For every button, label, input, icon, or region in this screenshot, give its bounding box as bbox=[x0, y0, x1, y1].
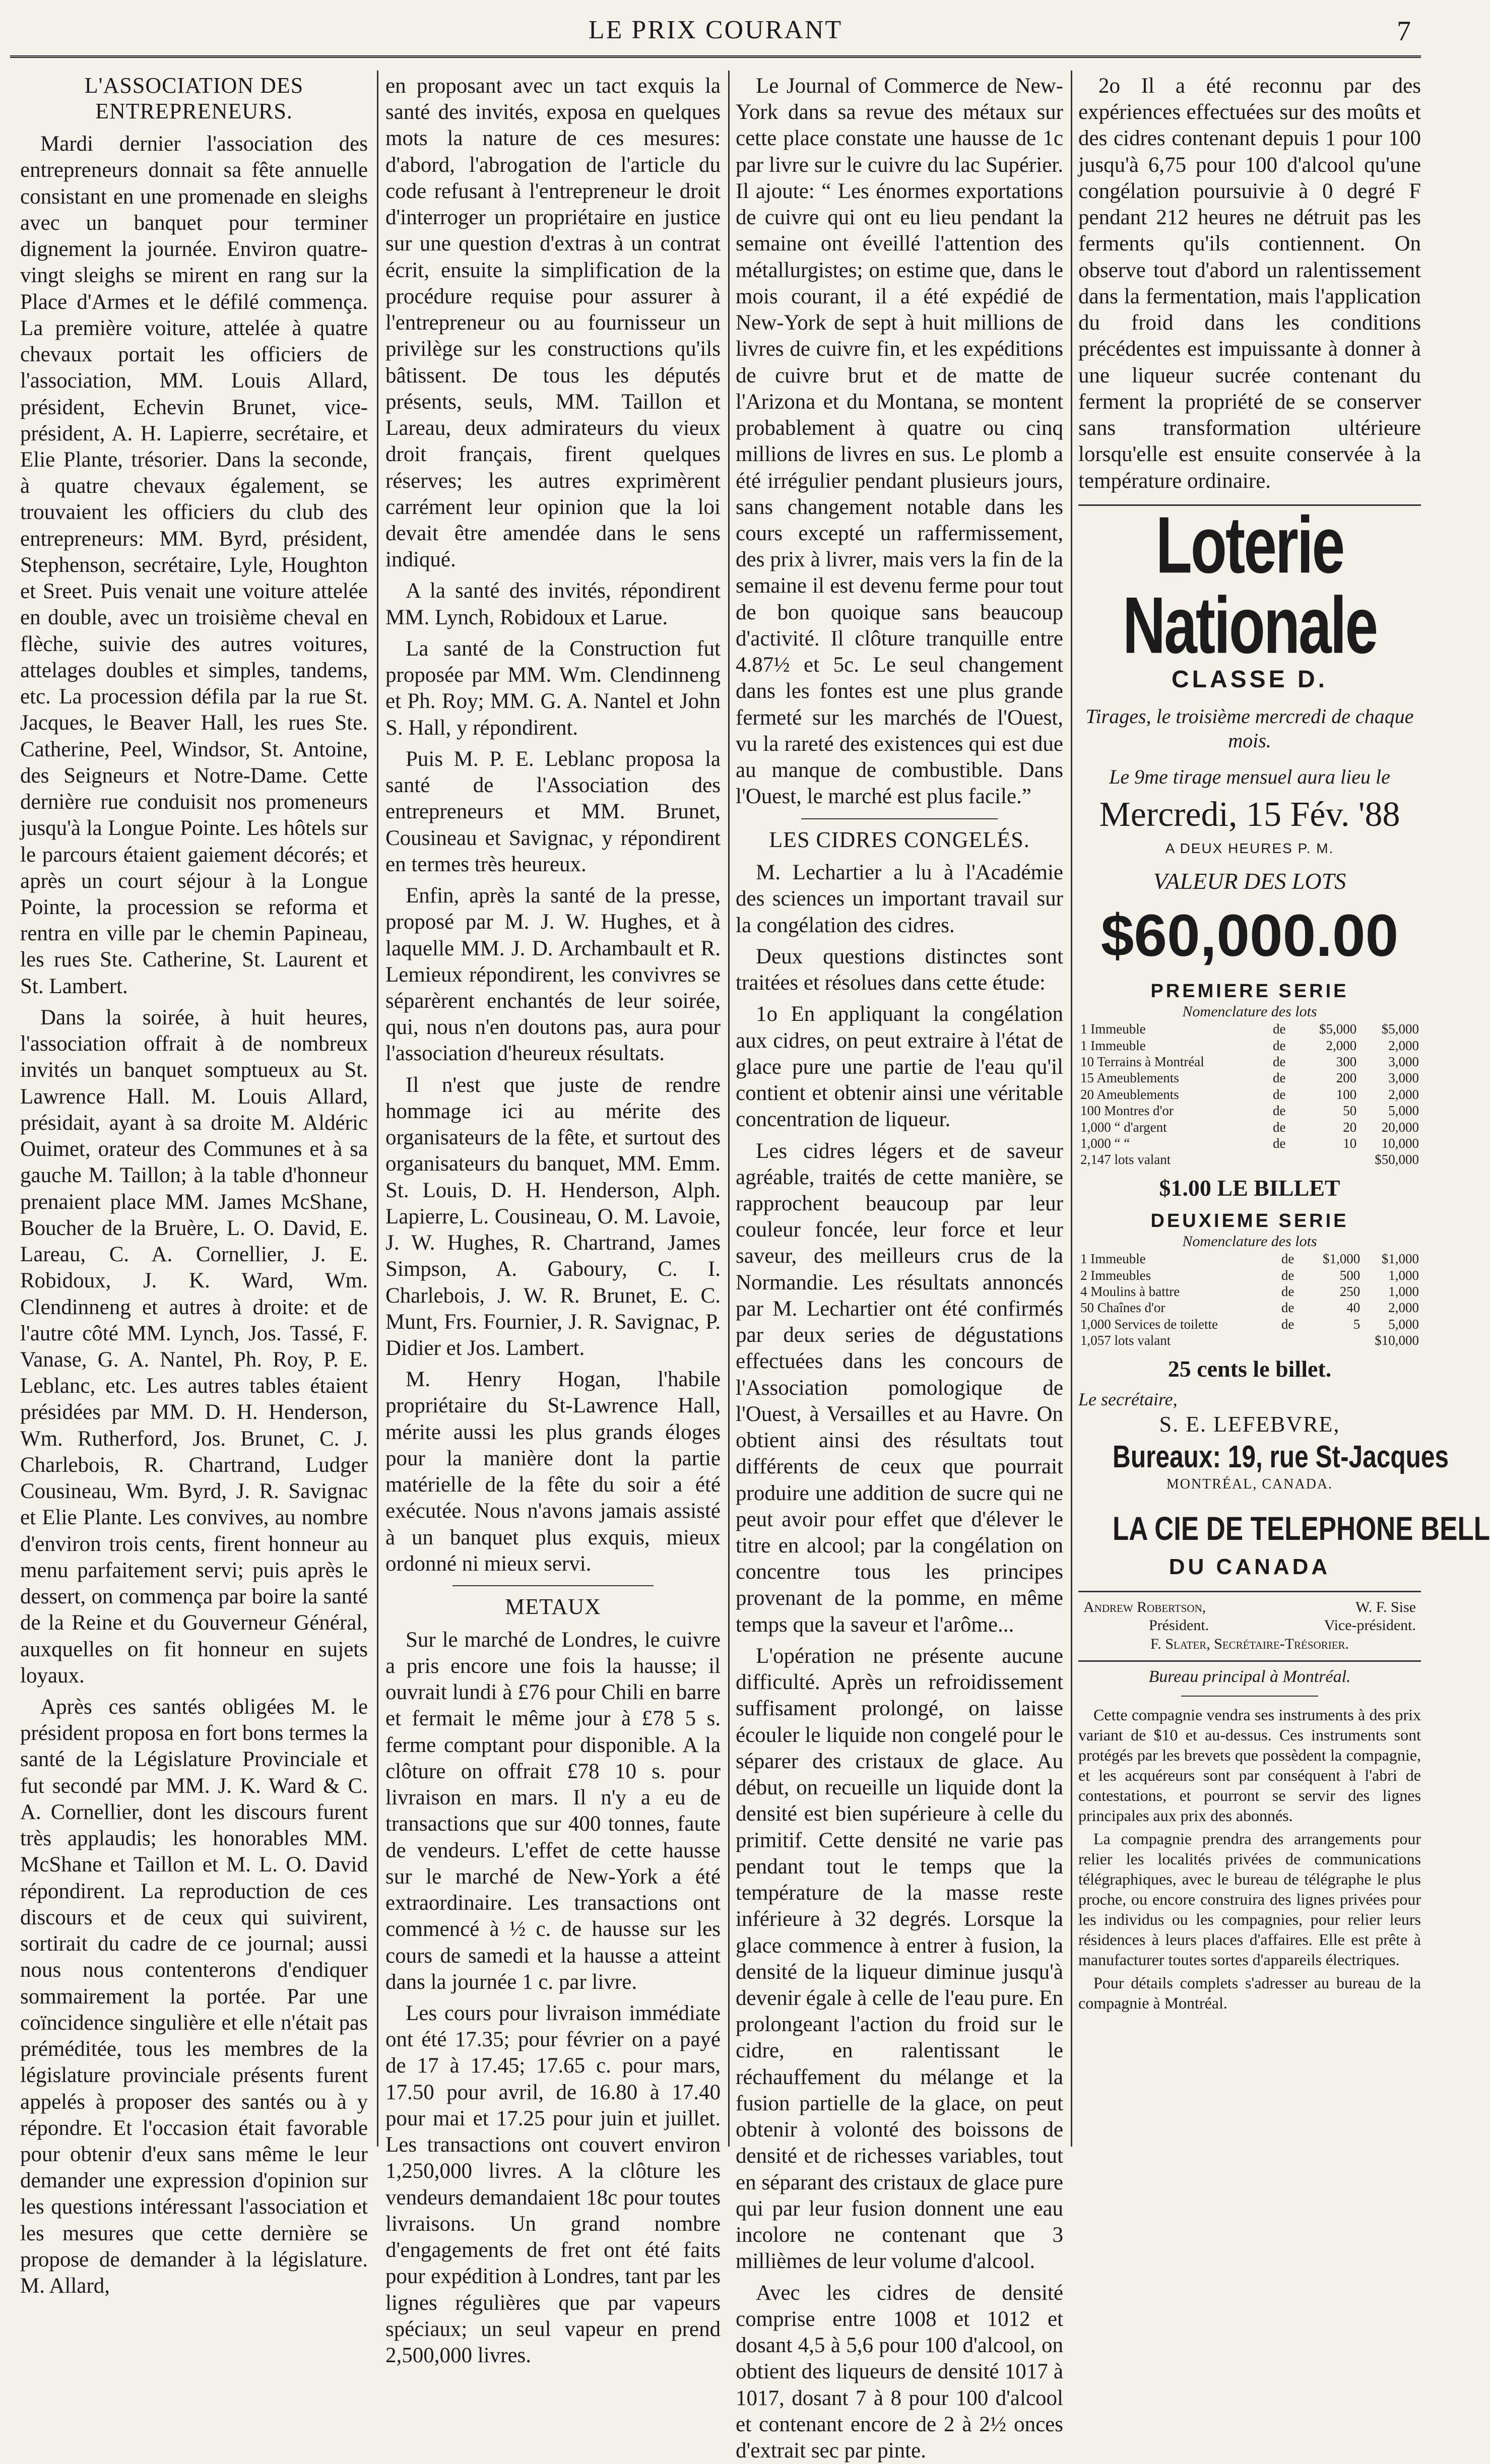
separator bbox=[1078, 1591, 1421, 1592]
paragraph: Les cidres légers et de saveur agréable, traités de cette manière, se rapprochent beaucoup par leur couleur foncée, leur force et leur saveur, des meilleurs crus de la Normandie. Les résultats annoncés par M. Lechartier ont été confirmés par deux series de dégustations effectuées dans les concours de l'Association pomologique de l'Ouest, à Versailles et au Havre. On obtient ainsi des résultats tout différents de ceux que pourrait produire une addition de sucre qui ne peut avoir pour effet que d'élever le titre en alcool; par la congélation on concentre tous les principes provenant de la pomme, en même temps que la saveur et l'arôme... bbox=[736, 1139, 1063, 1637]
lot-cell: 20 bbox=[1343, 1119, 1357, 1135]
lot-cell: 250 bbox=[1339, 1284, 1361, 1300]
serie-2-total-label: 1,057 lots valant bbox=[1080, 1333, 1171, 1348]
article-title-metaux: METAUX bbox=[505, 1594, 601, 1619]
column-4 bbox=[1078, 73, 1490, 2144]
lot-cell: de bbox=[1281, 1251, 1294, 1267]
serie-1-table bbox=[1078, 1021, 1421, 1151]
lot-row bbox=[1078, 1119, 1421, 1135]
lot-cell: 20 Ameublements bbox=[1080, 1086, 1179, 1102]
nomenclature-label: Nomenclature des lots bbox=[1182, 1233, 1317, 1250]
lot-cell: 2 Immeubles bbox=[1080, 1267, 1151, 1283]
bell-body bbox=[1078, 1705, 1421, 2013]
paragraph: Sur le marché de Londres, le cuivre a pris encore une fois la hausse; il ouvrait lundi à £76 pour Chili en barre et fermait le même jour à £78 5 s. ferme comptant pour disponible. A la clôture on offrait £78 10 s. pour livraison en mars. Il n'y a eu de transactions que sur 400 tonnes, faute de vendeurs. L'effet de cette hausse sur le marché de New-York a été extraordinaire. Les transactions ont commencé à ½ c. de hausse sur les cours de samedi et la hausse a atteint dans la journée 1 c. par livre. bbox=[385, 1628, 721, 1994]
lot-cell: 2,000 bbox=[1326, 1038, 1357, 1053]
paragraph: Les cours pour livraison immédiate ont été 17.35; pour février on a payé de 17 à 17.45; 17.65 c. pour mars, 17.50 pour avril, de 16.80 à 17.40 pour mai et 17.25 pour juin et juillet. Les transactions ont couvert environ 1,250,000 livres. A la clôture les vendeurs demandaient 18c pour toutes livraisons. Un grand nombre d'engagements de fret ont été faits pour expédition à Londres, tant par les lignes régulières que par vapeurs spéciaux; un seul vapeur en prend 2,500,000 livres. bbox=[385, 2001, 721, 2368]
paragraph: 1o En appliquant la congélation aux cidres, on peut extraire à l'état de glace pure une partie de l'eau qu'il contient et obtenir ainsi une véritable concentration de liqueur. bbox=[736, 1002, 1063, 1132]
lot-row bbox=[1078, 1300, 1421, 1316]
lot-row bbox=[1078, 1103, 1421, 1119]
lot-cell: de bbox=[1281, 1284, 1294, 1300]
separator bbox=[1181, 1696, 1318, 1697]
lot-cell: 1,000 bbox=[1388, 1284, 1419, 1300]
billet-price-1: $1.00 LE BILLET bbox=[1159, 1175, 1340, 1201]
lottery-classe: CLASSE D. bbox=[1171, 666, 1328, 693]
lot-row bbox=[1078, 1054, 1421, 1070]
lot-cell: de bbox=[1273, 1119, 1286, 1135]
column-1 bbox=[20, 73, 368, 2298]
paragraph: Mardi dernier l'association des entrepreneurs donnait sa fête annuelle consistant en une promenade en sleighs avec un banquet pour terminer dignement la journée. Environ quatre-vingt sleighs se mirent en rang sur la Place d'Armes et le défilé commença. La première voiture, attelée à quatre chevaux portait les officiers de l'association, MM. Louis Allard, président, Echevin Brunet, vice-président, A. H. Lapierre, secrétaire, et Elie Plante, trésorier. Dans la seconde, à quatre chevaux également, se trouvaient les officiers du club des entrepreneurs: MM. Byrd, président, Stephenson, secrétaire, Lyle, Houghton et Sreet. Puis venait une voiture attelée en double, avec un troisième cheval en flèche, suivie des autres voitures, attelages doubles et simples, tandems, etc. La procession défila par la rue St. Jacques, le Beaver Hall, les rues Ste. Catherine, Peel, Windsor, St. Antoine, des Seigneurs et Notre-Dame. Cette dernière rue conduisit nos promeneurs jusqu'à la Longue Pointe. Les hôtels sur le parcours étaient gaiement décorés; et après un court séjour à la Longue Pointe, la procession se reforma et rentra en ville par le chemin Papineau, les rues Ste. Catherine, St. Laurent et St. Lambert. bbox=[20, 132, 368, 998]
paragraph: La santé de la Construction fut proposée par MM. Wm. Clendinneng et Ph. Roy; MM. G. A. Nantel et John S. Hall, y répondirent. bbox=[385, 636, 721, 740]
lot-cell: 2,000 bbox=[1388, 1038, 1419, 1053]
lot-cell: 1,000 “ “ bbox=[1080, 1136, 1130, 1151]
lot-cell: 50 bbox=[1343, 1103, 1357, 1119]
lot-cell: 1,000 Services de toilette bbox=[1080, 1316, 1218, 1332]
lottery-tirages: Tirages, le troisième mercredi de chaque mois. bbox=[1085, 705, 1414, 752]
lottery-valeur: $60,000.00 bbox=[1100, 902, 1399, 969]
lot-row bbox=[1078, 1251, 1421, 1267]
lot-cell: 5,000 bbox=[1388, 1103, 1419, 1119]
lot-cell: $5,000 bbox=[1319, 1021, 1357, 1037]
newspaper-title: LE PRIX COURANT bbox=[588, 16, 843, 44]
bell-title: LA CIE DE TELEPHONE BELL bbox=[1113, 1510, 1490, 1547]
paragraph: Après ces santés obligées M. le président proposa en fort bons termes la santé de la Législature Provinciale et fut secondé par MM. J. K. Ward & C. A. Cornellier, dont les discours furent très applaudis; les honorables MM. McShane et Taillon et M. L. O. David répondirent. La reproduction de ces discours et de ceux qui suivirent, sortirait du cadre de ce journal; aussi nous nous contenterons d'endiquer sommairement la portée. Par une coïncidence singulière et elle n'était pas préméditée, tous les membres de la législature provinciale présents furent appelés à proposer des santés ou à y répondre. Et l'occasion était favorable pour obtenir d'eux sans même le leur demander une expression d'opinion sur les questions intéressant l'association et les mesures que cette dernière se propose de demander à la législature. M. Allard, bbox=[20, 1695, 368, 2298]
lot-cell: 20,000 bbox=[1381, 1119, 1419, 1135]
officer-1-role: Président. bbox=[1149, 1617, 1209, 1634]
serie-2-title: DEUXIEME SERIE bbox=[1150, 1210, 1349, 1231]
lot-cell: 50 Chaînes d'or bbox=[1080, 1300, 1165, 1316]
lot-cell: de bbox=[1273, 1103, 1286, 1119]
serie-1-title: PREMIERE SERIE bbox=[1150, 980, 1349, 1002]
paragraph: Deux questions distinctes sont traitées et résolues dans cette étude: bbox=[736, 944, 1063, 995]
lot-cell: 200 bbox=[1336, 1070, 1357, 1086]
lot-cell: $1,000 bbox=[1381, 1251, 1419, 1267]
lot-cell: 3,000 bbox=[1388, 1054, 1419, 1070]
column-3 bbox=[736, 73, 1063, 2462]
lot-cell: de bbox=[1281, 1267, 1294, 1283]
paragraph: A la santé des invités, répondirent MM. Lynch, Robidoux et Larue. bbox=[385, 579, 721, 629]
lot-cell: 100 bbox=[1336, 1086, 1357, 1102]
billet-price-2: 25 cents le billet. bbox=[1168, 1355, 1332, 1382]
serie-1-total-label: 2,147 lots valant bbox=[1080, 1152, 1171, 1168]
lot-cell: 1 Immeuble bbox=[1080, 1021, 1146, 1037]
lot-cell: 10 Terrains à Montréal bbox=[1080, 1054, 1204, 1070]
lot-cell: de bbox=[1281, 1316, 1294, 1332]
lot-cell: 10,000 bbox=[1381, 1136, 1419, 1151]
secretary-name: S. E. LEFEBVRE, bbox=[1159, 1412, 1340, 1437]
paragraph: L'opération ne présente aucune difficulté. Après un refroidissement suffisament prolongé, on laisse écouler le liquide non congelé pour le séparer des cristaux de glace. Au début, on recueille un liquide dont la densité est bien supérieure à celle du primitif. Cette densité ne varie pas pendant tout le temps que la température de la masse reste inférieure à 32 degrés. Lorsque la glace commence à entrer à fusion, la densité de la liqueur diminue jusqu'à devenir égale à celle de l'eau pure. En prolongeant l'action du froid sur le cidre, en ralentissant le réchauffement du mélange et la fusion partielle de la glace, on peut obtenir à volonté des boissons de densité et de richesses variables, tout en séparant des cristaux de glace pure qui par leur fusion donnent une eau incolore ne contenant que 3 millièmes de leur volume d'alcool. bbox=[736, 1644, 1063, 2274]
lottery-hour: A DEUX HEURES P. M. bbox=[1165, 840, 1334, 857]
lottery-ville: MONTRÉAL, CANADA. bbox=[1166, 1476, 1333, 1492]
lot-cell: 4 Moulins à battre bbox=[1080, 1284, 1180, 1300]
lottery-bureaux: Bureaux: 19, rue St-Jacques bbox=[1113, 1439, 1449, 1474]
paragraph: La compagnie prendra des arrangements pour relier les localités privées de communications télégraphiques, avec le bureau de télégraphe le plus proche, ou encore construira des lignes privées pour les individus ou les compagnies, pour relier leurs résidences à leurs places d'affaires. Elle est prête à manufacturer toutes sortes d'appareils électriques. bbox=[1078, 1829, 1421, 1969]
column-2 bbox=[385, 73, 721, 2368]
lot-cell: 5 bbox=[1353, 1316, 1361, 1332]
lot-cell: de bbox=[1273, 1021, 1286, 1037]
serie-2-table bbox=[1078, 1251, 1421, 1332]
lot-cell: 1 Immeuble bbox=[1080, 1251, 1146, 1267]
separator bbox=[452, 1585, 654, 1586]
lot-cell: 5,000 bbox=[1388, 1316, 1419, 1332]
nomenclature-label: Nomenclature des lots bbox=[1182, 1003, 1317, 1020]
lot-cell: 300 bbox=[1336, 1054, 1357, 1070]
lot-cell: 100 Montres d'or bbox=[1080, 1103, 1174, 1119]
paragraph: Enfin, après la santé de la presse, proposé par M. J. W. Hughes, et à laquelle MM. J. D. Archambault et R. Lemieux répondirent, les convivres se séparèrent enchantés de leur soirée, qui, nous n'en doutons pas, aura pour l'association d'heureux résultats. bbox=[385, 884, 721, 1066]
lot-cell: $5,000 bbox=[1381, 1021, 1419, 1037]
lot-cell: 500 bbox=[1339, 1267, 1361, 1283]
officer-2-role: Vice-président. bbox=[1324, 1617, 1416, 1634]
serie-2-total bbox=[1078, 1332, 1421, 1348]
officer-2-name: W. F. Sise bbox=[1355, 1598, 1416, 1615]
paragraph: en proposant avec un tact exquis la santé des invités, exposa en quelques mots la nature de ces mesures: d'abord, l'abrogation de l'article du code refusant à l'entrepreneur le droit d'interroger un propriétaire en justice sur une question d'extras à un contrat écrit, ensuite la simplification de la procédure requise pour assurer à l'entrepreneur ou au fournisseur un privilège sur les constructions qu'ils bâtissent. De tous les députés présents, seuls, MM. Taillon et Lareau, deux admirateurs du vieux droit français, firent quelques réserves; les autres exprimèrent carrément leur opinion que la loi devait être amendée dans le sens indiqué. bbox=[385, 74, 721, 572]
lot-row bbox=[1078, 1070, 1421, 1086]
paragraph: M. Henry Hogan, l'habile propriétaire du St-Lawrence Hall, mérite aussi les plus grands éloges pour la manière dont la partie matérielle de la fête du soir a été exécutée. Nous n'avons jamais assisté à un banquet plus exquis, mieux ordonné ni mieux servi. bbox=[385, 1368, 721, 1576]
paragraph: Cette compagnie vendra ses instruments à des prix variant de $10 et au-dessus. Ces instruments sont protégés par les brevets que possèdent la compagnie, et les acquéreurs sont par conséquent à l'abri de contestations, et pourront se servir des lignes principales aux prix des abonnés. bbox=[1078, 1705, 1421, 1825]
paragraph: Il n'est que juste de rendre hommage ici au mérite des organisateurs de la fête, et surtout des organisateurs du banquet, MM. Emm. St. Louis, D. H. Henderson, Alph. Lapierre, L. Cousineau, O. M. Lavoie, J. W. Hughes, R. Chartrand, James Simpson, A. Gaboury, C. I. Charlebois, J. W. R. Brunet, E. C. Munt, Frs. Fournier, J. R. Savignac, P. Didier et Jos. Lambert. bbox=[385, 1073, 721, 1360]
masthead bbox=[10, 15, 1421, 58]
lottery-valeur-label: VALEUR DES LOTS bbox=[1153, 868, 1346, 894]
bell-officers bbox=[1078, 1598, 1421, 1653]
lot-cell: 2,000 bbox=[1388, 1300, 1419, 1316]
lottery-date: Mercredi, 15 Fév. '88 bbox=[1099, 795, 1400, 834]
lot-row bbox=[1078, 1283, 1421, 1300]
separator bbox=[801, 818, 998, 819]
lot-cell: de bbox=[1273, 1054, 1286, 1070]
lot-cell: 10 bbox=[1343, 1136, 1357, 1151]
article-title-cidres: LES CIDRES CONGELÉS. bbox=[769, 827, 1030, 852]
lot-cell: 1 Immeuble bbox=[1080, 1038, 1146, 1053]
bell-bureau: Bureau principal à Montréal. bbox=[1148, 1667, 1351, 1686]
column-rule bbox=[1071, 71, 1072, 2147]
lot-cell: de bbox=[1281, 1300, 1294, 1316]
paragraph: Le Journal of Commerce de New-York dans sa revue des métaux sur cette place constate une hausse de 1c par livre sur le cuivre du lac Supérier. Il ajoute: “ Les énormes exportations de cuivre qui ont eu lieu pendant la semaine ont éveillé l'attention des métallurgistes; on estime que, dans le mois courant, il a été expédié de New-York de sept à huit millions de livres de cuivre fin, et les expéditions de cuivre brut et de matte de l'Arizona et du Montana, se montent probablement à quatre ou cinq millions de livres en sus. Le plomb a été irrégulier pendant plusieurs jours, sans changement notable dans les cours excepté un raffermissement, des prix à livrer, mais vers la fin de la semaine il est devenu ferme pour tout de bon quoique sans beaucoup d'activité. Il clôture tranquille entre 4.87½ et 5c. Le seul changement dans les fontes est une plus grande fermeté sur les marchés de l'Ouest, vu la rareté des existences qui est due au manque de combustible. Dans l'Ouest, le marché est plus facile.” bbox=[736, 74, 1063, 809]
column-rule bbox=[728, 71, 730, 2147]
lot-cell: 2,000 bbox=[1388, 1086, 1419, 1102]
lot-row bbox=[1078, 1267, 1421, 1283]
lot-cell: de bbox=[1273, 1136, 1286, 1151]
secretary-label: Le secrétaire, bbox=[1078, 1389, 1178, 1410]
paragraph: Pour détails complets s'adresser au bureau de la compagnie à Montréal. bbox=[1078, 1973, 1421, 2012]
lot-cell: de bbox=[1273, 1070, 1286, 1086]
lot-cell: 3,000 bbox=[1388, 1070, 1419, 1086]
paragraph: Puis M. P. E. Leblanc proposa la santé de l'Association des entrepreneurs et MM. Brunet, Cousineau et Savignac, y répondirent en termes très heureux. bbox=[385, 747, 721, 876]
column-rule bbox=[377, 71, 378, 2147]
paragraph: Avec les cidres de densité comprise entre 1008 et 1012 et dosant 4,5 à 5,6 pour 100 d'alcool, on obtient des liqueurs de densité 1017 à 1017, dosant 7 à 8 pour 100 d'alcool et contenant encore de 2 à 2½ onces d'extrait sec par pinte. bbox=[736, 2281, 1063, 2462]
separator bbox=[1078, 1660, 1421, 1662]
lot-row bbox=[1078, 1021, 1421, 1037]
lot-cell: 1,000 “ d'argent bbox=[1080, 1119, 1167, 1135]
paragraph: Dans la soirée, à huit heures, l'association offrait à de nombreux invités un banquet somptueux au St. Lawrence Hall. M. Louis Allard, présidait, ayant à sa droite M. Aldéric Ouimet, orateur des Communes et à sa gauche M. Taillon; à la table d'honneur prenaient place MM. James McShane, Boucher de la Bruère, L. O. David, E. Lareau, C. A. Cornellier, J. E. Robidoux, J. K. Ward, Wm. Clendinneng et autres à droite: et de l'autre côté MM. Lynch, Jos. Tassé, F. Vanase, G. A. Nantel, Ph. Roy, P. E. Leblanc, etc. Les autres tables étaient présidées par MM. D. H. Henderson, Wm. Rutherford, Jos. Brunet, C. J. Charlebois, R. Chartrand, Ludger Cousineau, Wm. Byrd, J. R. Savignac et Elie Plante. Les convives, au nombre d'environ trois cents, firent honneur au menu parfaitement servi; puis après le dessert, on commença par boire la santé de la Reine et du Gouverneur Général, auxquelles on fit honneur en sujets loyaux. bbox=[20, 1005, 368, 1688]
paragraph: 2o Il a été reconnu par des expériences effectuées sur des moûts et des cidres contenant depuis 1 pour 100 jusqu'à 6,75 pour 100 d'alcool qu'une congélation poursuivie à 0 degré F pendant 212 heures ne détruit pas les ferments qu'ils contiennent. On observe tout d'abord un ralentissement dans la fermentation, mais l'application du froid dans les conditions précédentes est impuissante à donner à une liqueur sucrée contenant du ferment la propriété de se conserver sans transformation ultérieure lorsqu'elle est ensuite conservée à la température ordinaire. bbox=[1078, 74, 1421, 493]
lottery-tirage-line: Le 9me tirage mensuel aura lieu le bbox=[1109, 765, 1390, 789]
page-number: 7 bbox=[1397, 16, 1411, 47]
serie-1-total-value: $50,000 bbox=[1375, 1152, 1419, 1168]
lot-cell: 40 bbox=[1346, 1300, 1361, 1316]
lot-row bbox=[1078, 1135, 1421, 1151]
serie-1-total bbox=[1078, 1151, 1421, 1168]
serie-2-total-value: $10,000 bbox=[1375, 1333, 1419, 1348]
lot-cell: de bbox=[1273, 1086, 1286, 1102]
lot-cell: 15 Ameublements bbox=[1080, 1070, 1179, 1086]
lot-cell: de bbox=[1273, 1038, 1286, 1053]
lot-row bbox=[1078, 1316, 1421, 1332]
officer-3: F. Slater, Secrétaire-Trésorier. bbox=[1150, 1635, 1349, 1652]
article-title-entrepreneurs: L'ASSOCIATION DES ENTREPRENEURS. bbox=[84, 73, 304, 123]
lottery-advertisement bbox=[1078, 500, 1490, 1581]
lot-cell: $1,000 bbox=[1322, 1251, 1361, 1267]
paragraph: M. Lechartier a lu à l'Académie des sciences un important travail sur la congélation des cidres. bbox=[736, 861, 1063, 937]
lot-cell: 1,000 bbox=[1388, 1267, 1419, 1283]
lot-row bbox=[1078, 1086, 1421, 1103]
lot-row bbox=[1078, 1038, 1421, 1054]
bell-subtitle: DU CANADA bbox=[1169, 1554, 1331, 1580]
officer-1-name: Andrew Robertson, bbox=[1083, 1598, 1206, 1615]
lottery-title: Loterie Nationale bbox=[1122, 500, 1377, 671]
